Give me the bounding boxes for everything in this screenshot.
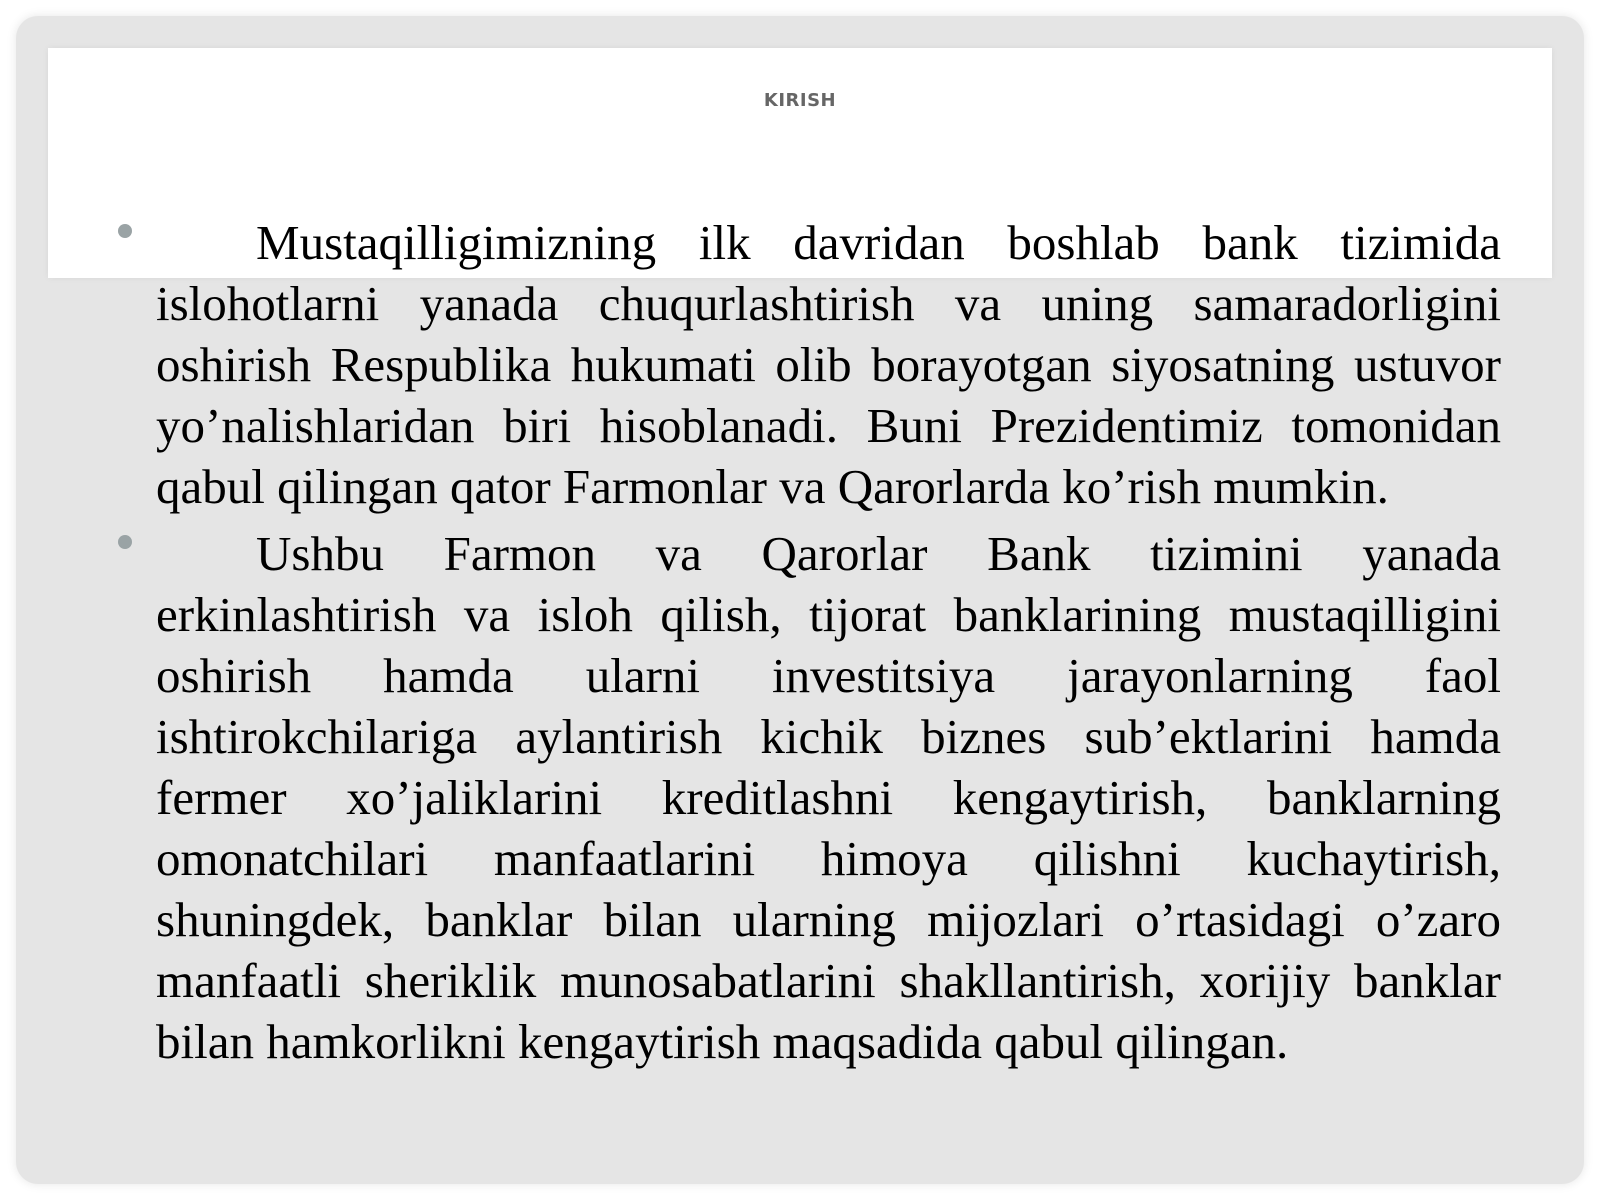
bullet-list bbox=[118, 212, 1501, 1078]
slide-title: KIRISH bbox=[763, 90, 837, 111]
bullet-dot-icon bbox=[118, 535, 132, 549]
bullet-item-2 bbox=[118, 523, 1501, 1072]
bullet-text: Ushbu Farmon va Qarorlar Bank tizimini yanada erkinlashtirish va isloh qilish, tijorat banklarining mustaqilligini oshirish hamda ularni investitsiya jarayonlarning faol ishtirokchilariga aylantirish kichik biznes sub’ektlarini hamda fermer xo’jaliklarini kreditlashni kengaytirish, banklarning omonatchilari manfaatlarini himoya qilishni kuchaytirish, shuningdek, banklar bilan ularning mijozlari o’rtasidagi o’zaro manfaatli sheriklik munosabatlarini shakllantirish, xorijiy banklar bilan hamkorlikni kengaytirish maqsadida qabul qilingan. bbox=[156, 526, 1501, 1069]
bullet-dot-icon bbox=[118, 224, 132, 238]
bullet-text: Mustaqilligimizning ilk davridan boshlab bank tizimida islohotlarni yanada chuqurlashtirish va uning samaradorligini oshirish Respublika hukumati olib borayotgan siyosatning ustuvor yo’nalishlaridan biri hisoblanadi. Buni Prezidentimiz tomonidan qabul qilingan qator Farmonlar va Qarorlarda ko’rish mumkin. bbox=[156, 215, 1501, 514]
bullet-item-1 bbox=[118, 212, 1501, 517]
